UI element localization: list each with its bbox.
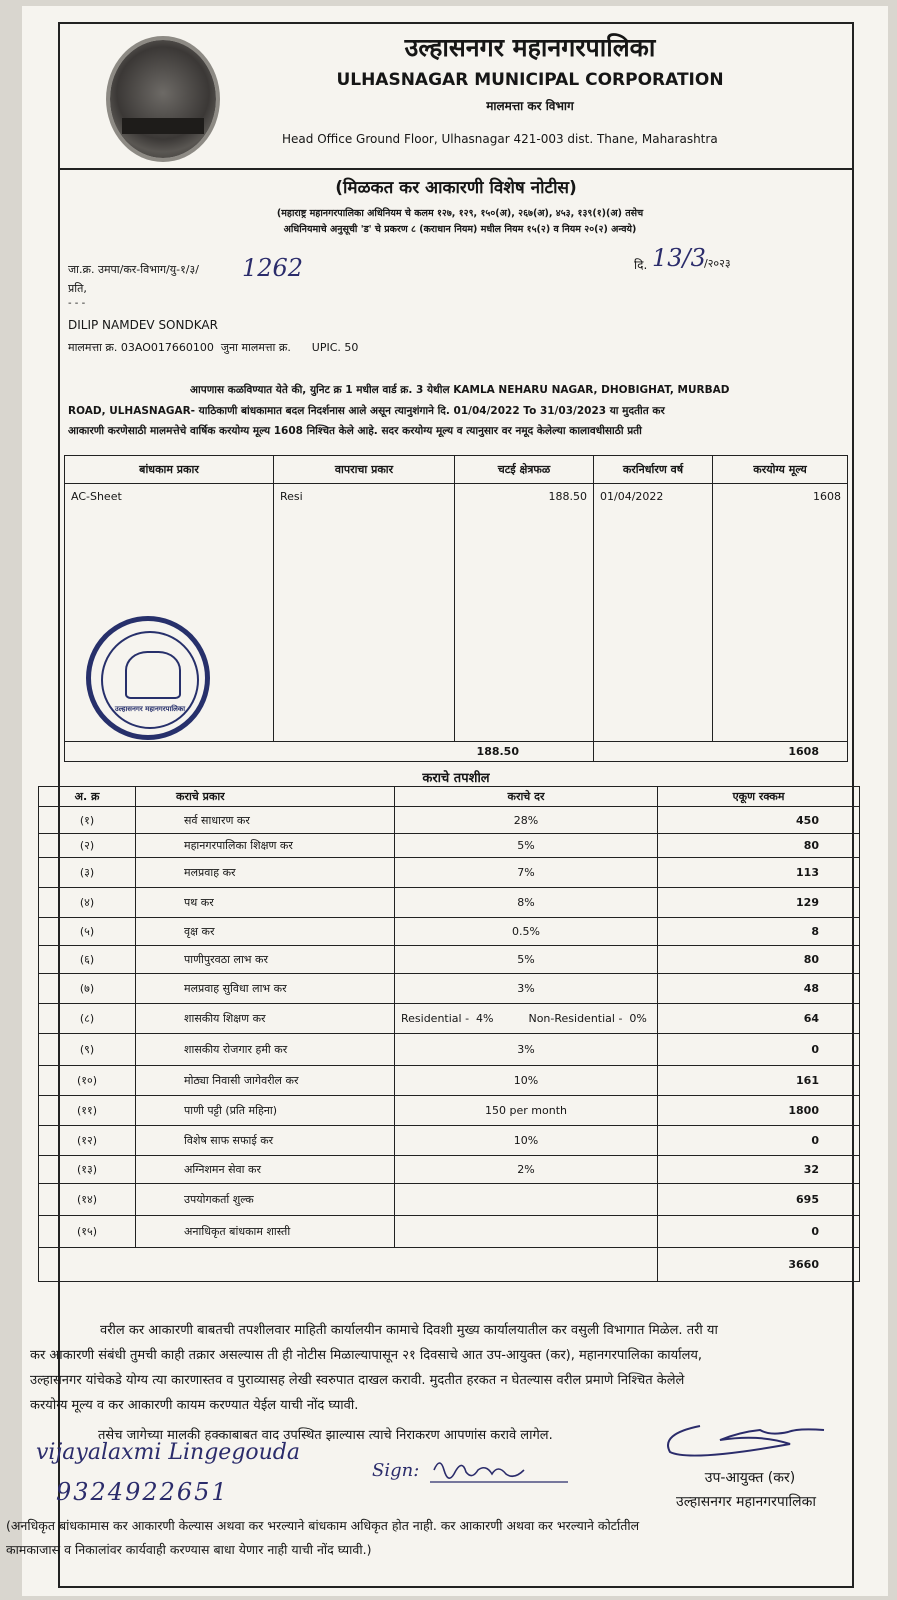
cell-serial-no: (६) xyxy=(39,946,136,974)
tax-table-row xyxy=(39,1096,860,1126)
cell-tax-rate: 8% xyxy=(395,888,658,918)
cell-serial-no: (४) xyxy=(39,888,136,918)
tax-table-row xyxy=(39,888,860,918)
cell-tax-rate: 7% xyxy=(395,858,658,888)
tax-details-table xyxy=(38,786,860,1282)
cell-tax-rate: 3% xyxy=(395,974,658,1004)
cell-carpet-area: 188.50 xyxy=(455,484,594,742)
municipal-emblem-logo xyxy=(110,40,216,158)
cell-tax-amount: 450 xyxy=(658,807,860,834)
cell-tax-type: विशेष साफ सफाई कर xyxy=(136,1126,395,1156)
cell-serial-no: (८) xyxy=(39,1004,136,1034)
cell-tax-amount: 64 xyxy=(658,1004,860,1034)
corporation-seal-stamp xyxy=(86,616,210,740)
cell-usage-type: Resi xyxy=(274,484,455,742)
cell-serial-no: (९) xyxy=(39,1034,136,1066)
cell-tax-rate: 3% xyxy=(395,1034,658,1066)
cell-tax-type: मलप्रवाह कर xyxy=(136,858,395,888)
cell-tax-rate: 28% xyxy=(395,807,658,834)
header-usage-type: वापराचा प्रकार xyxy=(274,456,455,484)
title-english: ULHASNAGAR MUNICIPAL CORPORATION xyxy=(336,70,724,90)
tax-table-row xyxy=(39,1184,860,1216)
cell-tax-rate: 5% xyxy=(395,834,658,858)
old-property-number-label: जुना मालमत्ता क्र. xyxy=(220,341,291,354)
cell-tax-rate: Residential - 4% Non-Residential - 0% xyxy=(395,1004,658,1034)
footer-para-line-2: कर आकारणी संबंधी तुमची काही तक्रार असल्यास ती ही नोटीस मिळाल्यापासून २१ दिवसाचे आत उप-आयुक्त (कर), महानगरपालिका कार्यालय, xyxy=(30,1348,703,1363)
tax-table-row xyxy=(39,1066,860,1096)
header-tax-rate: कराचे दर xyxy=(395,787,658,807)
footer-para-line-1: वरील कर आकारणी बाबतची तपशीलवार माहिती कार्यालयीन कामाचे दिवशी मुख्य कार्यालयातील कर वसुली विभागात मिळेल. तरी या xyxy=(100,1323,718,1338)
cell-tax-type: शासकीय शिक्षण कर xyxy=(136,1004,395,1034)
cell-assessment-year: 01/04/2022 xyxy=(594,484,713,742)
cell-tax-amount: 0 xyxy=(658,1126,860,1156)
notice-title: (मिळकत कर आकारणी विशेष नोटीस) xyxy=(335,178,577,198)
head-office-address: Head Office Ground Floor, Ulhasnagar 421-003 dist. Thane, Maharashtra xyxy=(282,132,718,146)
cell-tax-type: पाणी पट्टी (प्रति महिना) xyxy=(136,1096,395,1126)
tax-total-blank xyxy=(39,1248,658,1282)
property-table-total-row xyxy=(65,742,848,762)
cell-tax-amount: 113 xyxy=(658,858,860,888)
header-assessment-year: करनिर्धारण वर्ष xyxy=(594,456,713,484)
cell-tax-type: उपयोगकर्ता शुल्क xyxy=(136,1184,395,1216)
cell-tax-amount: 80 xyxy=(658,834,860,858)
reference-label: जा.क्र. उमपा/कर-विभाग/यु-१/३/ xyxy=(68,263,199,276)
body-line-2: ROAD, ULHASNAGAR- याठिकाणी बांधकामात बदल निदर्शनास आले असून त्यानुशंगाने दि. 01/04/2022 To 31/03/2023 या मुदतीत कर xyxy=(68,405,665,417)
ownership-dispute-line: तसेच जागेच्या मालकी हक्काबाबत वाद उपस्थित झाल्यास त्याचे निराकरण आपणांस करावे लागेल. xyxy=(98,1428,553,1443)
tax-table-row xyxy=(39,1156,860,1184)
tax-grand-total: 3660 xyxy=(658,1248,860,1282)
cell-tax-type: वृक्ष कर xyxy=(136,918,395,946)
cell-tax-type: पथ कर xyxy=(136,888,395,918)
cell-serial-no: (२) xyxy=(39,834,136,858)
tax-table-row xyxy=(39,807,860,834)
header-total-amount: एकूण रक्कम xyxy=(658,787,860,807)
cell-tax-amount: 161 xyxy=(658,1066,860,1096)
cell-tax-amount: 0 xyxy=(658,1216,860,1248)
cell-tax-amount: 8 xyxy=(658,918,860,946)
upic-number: UPIC. 50 xyxy=(311,341,359,354)
cell-tax-amount: 32 xyxy=(658,1156,860,1184)
owner-name: DILIP NAMDEV SONDKAR xyxy=(68,318,218,332)
cell-serial-no: (१५) xyxy=(39,1216,136,1248)
handwritten-signature xyxy=(430,1452,570,1492)
cell-tax-rate xyxy=(395,1184,658,1216)
tax-table-row xyxy=(39,1034,860,1066)
note-line-1: (अनधिकृत बांधकामास कर आकारणी केल्यास अथवा कर भरल्याने बांधकाम अधिकृत होत नाही. कर आकारणी अथवा कर भरल्याने कोर्टातील xyxy=(6,1518,640,1533)
tax-table-row xyxy=(39,1126,860,1156)
cell-tax-rate xyxy=(395,1216,658,1248)
handwritten-name: vijayalaxmi Lingegouda xyxy=(36,1440,301,1465)
cell-tax-type: सर्व साधारण कर xyxy=(136,807,395,834)
header-taxable-value: करयोग्य मूल्य xyxy=(713,456,848,484)
cell-tax-rate: 0.5% xyxy=(395,918,658,946)
cell-tax-amount: 129 xyxy=(658,888,860,918)
cell-serial-no: (१२) xyxy=(39,1126,136,1156)
footer-para-line-3: उल्हासनगर यांचेकडे योग्य त्या कारणास्तव व पुराव्यासह लेखी स्वरुपात दाखल करावी. मुदतीत हरकत न घेतल्यास वरील प्रमाणे निश्चित केलेले xyxy=(30,1373,685,1388)
total-taxable-value: 1608 xyxy=(594,742,848,762)
cell-tax-amount: 0 xyxy=(658,1034,860,1066)
cell-tax-rate: 2% xyxy=(395,1156,658,1184)
seal-text: उल्हासनगर महानगरपालिका xyxy=(114,705,186,713)
cell-tax-rate: 10% xyxy=(395,1066,658,1096)
reference-number-handwritten: 1262 xyxy=(242,254,304,282)
cell-serial-no: (१४) xyxy=(39,1184,136,1216)
handwritten-phone: 9324922651 xyxy=(56,1478,229,1506)
cell-serial-no: (७) xyxy=(39,974,136,1004)
cell-tax-type: शासकीय रोजगार हमी कर xyxy=(136,1034,395,1066)
header-construction-type: बांधकाम प्रकार xyxy=(65,456,274,484)
tax-table-body xyxy=(39,807,860,1248)
cell-serial-no: (१) xyxy=(39,807,136,834)
header-carpet-area: चटई क्षेत्रफळ xyxy=(455,456,594,484)
cell-tax-type: अग्निशमन सेवा कर xyxy=(136,1156,395,1184)
tax-table-row xyxy=(39,1216,860,1248)
cell-serial-no: (११) xyxy=(39,1096,136,1126)
officer-signature xyxy=(660,1418,840,1468)
property-number: 03AO017660100 xyxy=(120,341,214,354)
cell-taxable-value: 1608 xyxy=(713,484,848,742)
cell-serial-no: (३) xyxy=(39,858,136,888)
tax-table-header xyxy=(39,787,860,807)
date-year: /२०२३ xyxy=(704,257,731,270)
cell-tax-amount: 695 xyxy=(658,1184,860,1216)
officer-title: उप-आयुक्त (कर) xyxy=(704,1470,796,1486)
cell-tax-type: अनाधिकृत बांधकाम शास्ती xyxy=(136,1216,395,1248)
to-label: प्रति, xyxy=(68,282,87,295)
note-line-2: कामकाजास व निकालांवर कार्यवाही करण्यास बाधा येणार नाही याची नोंद घ्यावी.) xyxy=(6,1542,372,1557)
cell-tax-rate: 150 per month xyxy=(395,1096,658,1126)
tax-table-row xyxy=(39,946,860,974)
cell-serial-no: (५) xyxy=(39,918,136,946)
date-handwritten: 13/3 xyxy=(652,244,706,272)
cell-tax-rate: 5% xyxy=(395,946,658,974)
officer-organization: उल्हासनगर महानगरपालिका xyxy=(676,1494,816,1510)
cell-tax-amount: 1800 xyxy=(658,1096,860,1126)
cell-tax-amount: 80 xyxy=(658,946,860,974)
act-reference-line-2: अधिनियमाचे अनुसूची 'ड' चे प्रकरण ८ (कराधान नियम) मधील नियम १५(२) व नियम २०(२) अन्वये) xyxy=(283,224,637,235)
tax-table-row xyxy=(39,918,860,946)
tax-table-row xyxy=(39,1004,860,1034)
cell-tax-type: महानगरपालिका शिक्षण कर xyxy=(136,834,395,858)
header-divider xyxy=(58,168,854,170)
handwritten-sign-label: Sign: xyxy=(372,1460,420,1481)
header-tax-type: कराचे प्रकार xyxy=(136,787,395,807)
act-reference-line-1: (महाराष्ट्र महानगरपालिका अधिनियम चे कलम १२७, १२९, १५०(अ), २६७(अ), ४५३, १३९(१)(अ) तसेच xyxy=(276,208,644,219)
tax-total-row xyxy=(39,1248,860,1282)
property-number-label: मालमत्ता क्र. xyxy=(68,341,118,354)
cell-tax-amount: 48 xyxy=(658,974,860,1004)
header-serial-no: अ. क्र xyxy=(39,787,136,807)
cell-serial-no: (१०) xyxy=(39,1066,136,1096)
total-carpet-area: 188.50 xyxy=(65,742,594,762)
tax-table-row xyxy=(39,858,860,888)
dashes: - - - xyxy=(68,298,86,309)
cell-serial-no: (१३) xyxy=(39,1156,136,1184)
property-number-line xyxy=(68,340,358,355)
cell-tax-type: मलप्रवाह सुविधा लाभ कर xyxy=(136,974,395,1004)
body-line-3: आकारणी करणेसाठी मालमत्तेचे वार्षिक करयोग्य मूल्य 1608 निश्चित केले आहे. सदर करयोग्य मूल्य व त्यानुसार वर नमूद केलेल्या कालावधीसाठी प्रती xyxy=(68,425,642,437)
tax-table-row xyxy=(39,834,860,858)
title-marathi: उल्हासनगर महानगरपालिका xyxy=(404,33,656,62)
body-line-1: आपणास कळविण्यात येते की, युनिट क्र 1 मधील वार्ड क्र. 3 येथील KAMLA NEHARU NAGAR, DHOBIGHAT, MURBAD xyxy=(190,384,730,396)
cell-tax-rate: 10% xyxy=(395,1126,658,1156)
date-label: दि. xyxy=(634,258,648,272)
cell-tax-type: पाणीपुरवठा लाभ कर xyxy=(136,946,395,974)
cell-construction-type: AC-Sheet xyxy=(65,484,274,742)
footer-para-line-4: करयोग्य मूल्य व कर आकारणी कायम करण्यात येईल याची नोंद घ्यावी. xyxy=(30,1398,359,1413)
tax-details-title: कराचे तपशील xyxy=(422,771,490,786)
tax-table-row xyxy=(39,974,860,1004)
cell-tax-type: मोठ्या निवासी जागेवरील कर xyxy=(136,1066,395,1096)
department-name: मालमत्ता कर विभाग xyxy=(486,99,574,113)
property-table-header xyxy=(65,456,848,484)
